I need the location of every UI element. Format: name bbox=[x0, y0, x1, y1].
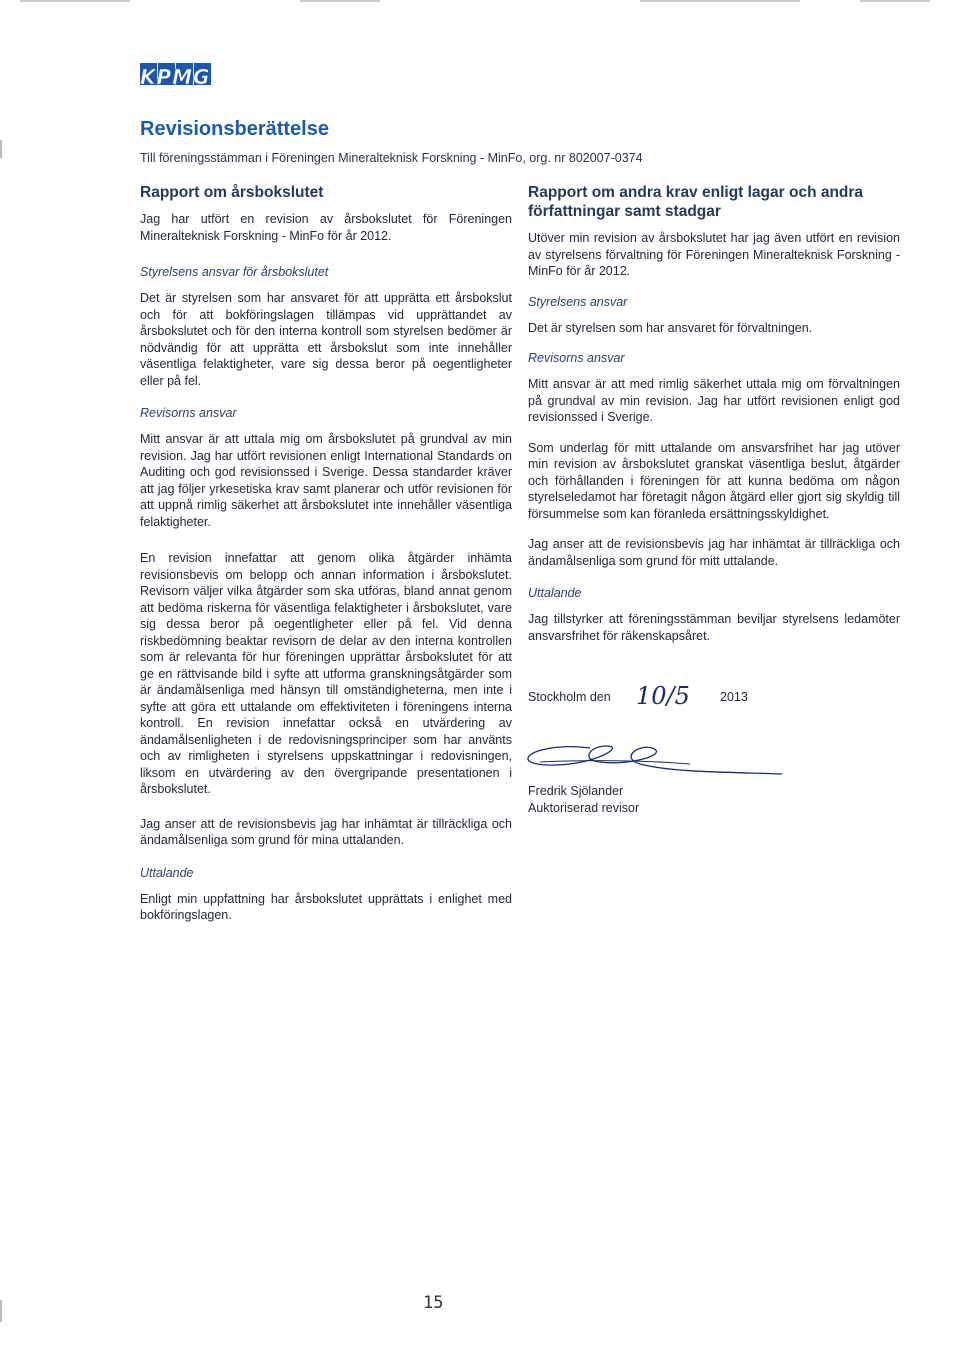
scan-left-edge bbox=[0, 140, 2, 158]
right-intro: Utöver min revision av årsbokslutet har jag även utfört en revision av styrelsens förvaltning för Föreningen Mineralteknisk Forskning - MinFo för år 2012. bbox=[528, 231, 900, 278]
signer-name: Fredrik Sjölander bbox=[528, 784, 624, 798]
right-evidence-text: Jag anser att de revisionsbevis jag har inhämtat är tillräckliga och ändamålsenliga som grund för mitt uttalande. bbox=[528, 537, 900, 568]
handwritten-signature bbox=[520, 738, 790, 783]
left-intro: Jag har utfört en revision av årsbokslutet för Föreningen Mineralteknisk Forskning - MinFo för år 2012. bbox=[140, 212, 512, 243]
right-opinion-heading: Uttalande bbox=[528, 586, 582, 600]
left-evidence-text: Jag anser att de revisionsbevis jag har inhämtat är tillräckliga och ändamålsenliga som grund för mina uttalanden. bbox=[140, 816, 512, 847]
right-opinion-text: Jag tillstyrker att föreningsstämman beviljar styrelsens ledamöter ansvarsfrihet för räkenskapsåret. bbox=[528, 612, 900, 643]
left-heading: Rapport om årsbokslutet bbox=[140, 184, 324, 201]
signature-date-line bbox=[528, 682, 828, 712]
signer-title: Auktoriserad revisor bbox=[528, 800, 640, 815]
right-auditor-responsibility-text: Mitt ansvar är att med rimlig säkerhet uttala mig om förvaltningen på grundval av min revision. Jag har utfört revisionen enligt god revisionssed i Sverige. bbox=[528, 377, 900, 424]
left-board-responsibility-text: Det är styrelsen som har ansvaret för att upprätta ett årsbokslut och för att bokföringslagen tillämpas vid upprättandet av årsbokslutet och för den interna kontroll som styrelsen bedömer är nödvändig för att upprätta ett årsbokslut som inte innehåller väsentliga felaktigheter, vare sig dessa beror på oegentligheter eller på fel. bbox=[140, 291, 512, 388]
left-audit-scope-text: En revision innefattar att genom olika åtgärder inhämta revisionsbevis om belopp och annan information i årsbokslutet. Revisorn väljer vilka åtgärder som ska utföras, bland annat genom att bedöma riskerna för väsentliga felaktigheter i årsbokslutet, vare sig dessa beror på oegentligheter eller på fel. Vid denna riskbedömning beaktar revisorn de delar av den interna kontrollen som är relevanta för hur föreningen upprättar årsbokslutet för att ge en rättvisande bild i syfte att utforma granskningsåtgärder som är ändamålsenliga med hänsyn till omständigheterna, men inte i syfte att göra ett uttalande om effektiviteten i föreningens interna kontroll. En revision innefattar också en utvärdering av ändamålsenligheten i de redovisningsprinciper som har använts och av rimligheten i styrelsens uppskattningar i redovisningen, liksom en utvärdering av den övergripande presentationen i årsbokslutet. bbox=[140, 551, 512, 796]
right-heading: Rapport om andra krav enligt lagar och andra författningar samt stadgar bbox=[528, 184, 864, 220]
document-subtitle: Till föreningsstämman i Föreningen Mineralteknisk Forskning - MinFo, org. nr 802007-0374 bbox=[140, 151, 643, 165]
handwritten-date: 10/5 bbox=[636, 682, 690, 710]
right-board-responsibility-heading: Styrelsens ansvar bbox=[528, 294, 628, 309]
left-opinion-heading: Uttalande bbox=[140, 865, 194, 880]
right-auditor-responsibility-heading: Revisorns ansvar bbox=[528, 351, 625, 365]
signature-city-label: Stockholm den bbox=[528, 690, 611, 704]
right-column bbox=[528, 183, 900, 656]
left-board-responsibility-heading: Styrelsens ansvar för årsbokslutet bbox=[140, 265, 329, 279]
right-basis-text: Som underlag för mitt uttalande om ansvarsfrihet har jag utöver min revision av årsbokslutet granskat väsentliga beslut, åtgärder och förhållanden i föreningen för att kunna bedöma om någon styrelseledamot har företagit någon åtgärd eller gjort sig skyldig till försummelse som kan föranleda ersättningsskyldighet. bbox=[528, 440, 900, 521]
right-board-responsibility-text: Det är styrelsen som har ansvaret för förvaltningen. bbox=[528, 320, 813, 335]
left-column bbox=[140, 183, 512, 936]
left-auditor-responsibility-heading: Revisorns ansvar bbox=[140, 406, 237, 420]
scan-top-edge bbox=[0, 0, 960, 4]
document-title: Revisionsberättelse bbox=[140, 118, 329, 140]
left-auditor-responsibility-text: Mitt ansvar är att uttala mig om årsbokslutet på grundval av min revision. Jag har utfört revisionen enligt International Standards on Auditing och god revisionssed i Sverige. Dessa standarder kräver att jag följer yrkesetiska krav samt planerar och utför revisionen för att uppnå rimlig säkerhet att årsbokslutet inte innehåller väsentliga felaktigheter. bbox=[140, 432, 512, 529]
kpmg-logo bbox=[140, 63, 213, 91]
page-number: 15 bbox=[423, 1293, 444, 1313]
kpmg-logo-text: KPMG bbox=[140, 65, 211, 89]
signer-block bbox=[528, 783, 639, 816]
scan-left-edge-lower bbox=[0, 1300, 2, 1322]
left-opinion-text: Enligt min uppfattning har årsbokslutet upprättats i enlighet med bokföringslagen. bbox=[140, 891, 512, 922]
signature-year: 2013 bbox=[720, 690, 748, 704]
